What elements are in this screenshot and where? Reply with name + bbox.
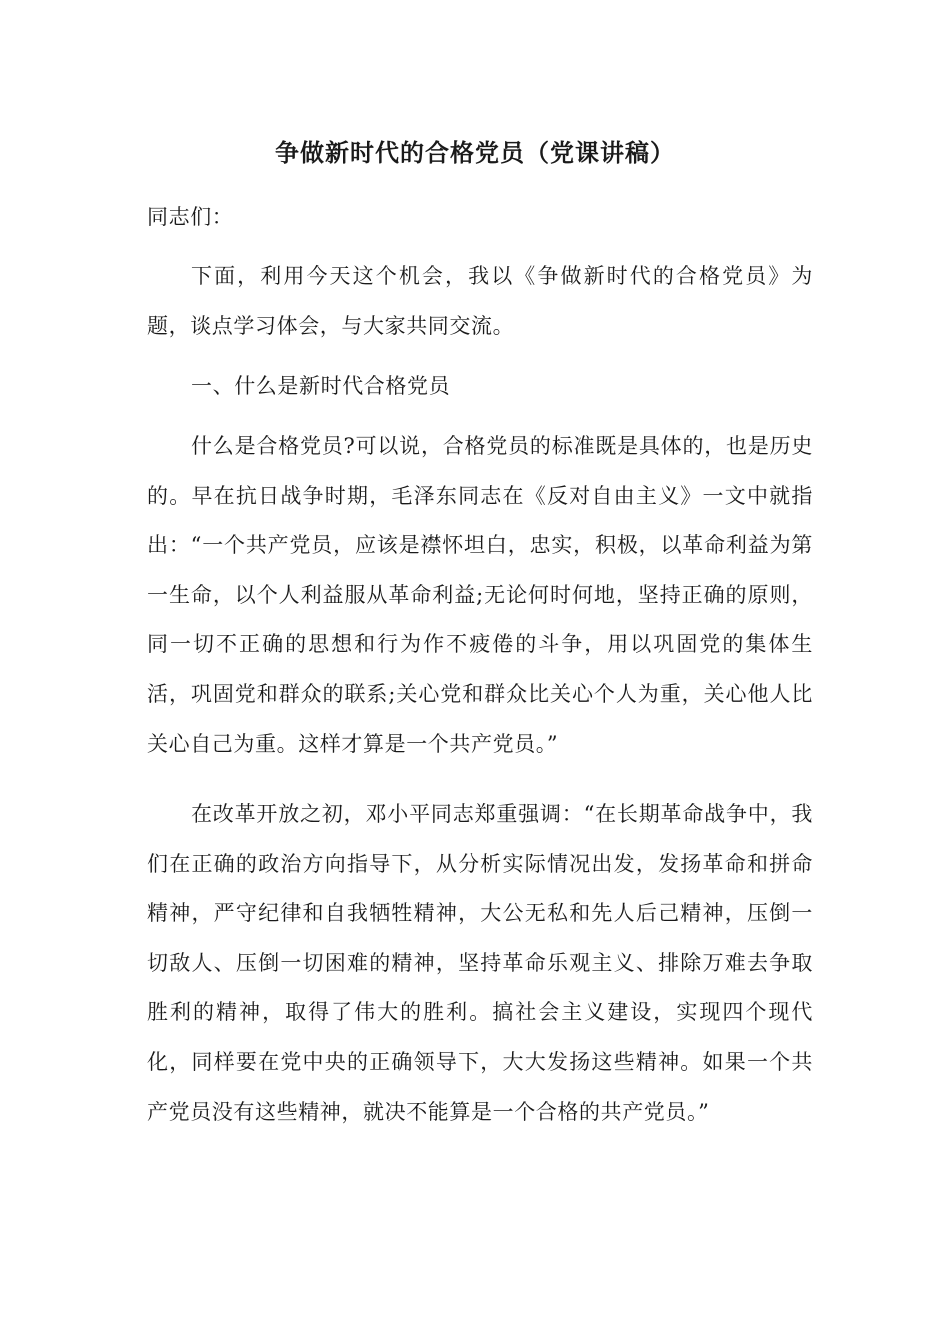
salutation: 同志们： — [147, 205, 234, 229]
paragraph-deng-quote: 在改革开放之初，邓小平同志郑重强调：“在长期革命战争中，我们在正确的政治方向指导下，从分析实际情况出发，发扬革命和拼命精神，严守纪律和自我牺牲精神，大公无私和先人后己精神，压倒一切敌人、压倒一切困难的精神，坚持革命乐观主义、排除万难去争取胜利的精神，取得了伟大的胜利。搞社会主义建设，实现四个现代化，同样要在党中央的正确领导下，大大发扬这些精神。如果一个共产党员没有这些精神，就决不能算是一个合格的共产党员。” — [147, 802, 813, 1124]
section-heading: 一、什么是新时代合格党员 — [191, 374, 451, 398]
document-title: 争做新时代的合格党员（党课讲稿） — [275, 138, 675, 167]
paragraph-intro: 下面，利用今天这个机会，我以《争做新时代的合格党员》为题，谈点学习体会，与大家共同交流。 — [147, 264, 813, 338]
paragraph-mao-quote: 什么是合格党员?可以说，合格党员的标准既是具体的，也是历史的。早在抗日战争时期，毛泽东同志在《反对自由主义》一文中就指出：“一个共产党员，应该是襟怀坦白，忠实，积极，以革命利益为第一生命，以个人利益服从革命利益;无论何时何地，坚持正确的原则，同一切不正确的思想和行为作不疲倦的斗争，用以巩固党的集体生活，巩固党和群众的联系;关心党和群众比关心个人为重，关心他人比关心自己为重。这样才算是一个共产党员。” — [147, 434, 813, 756]
